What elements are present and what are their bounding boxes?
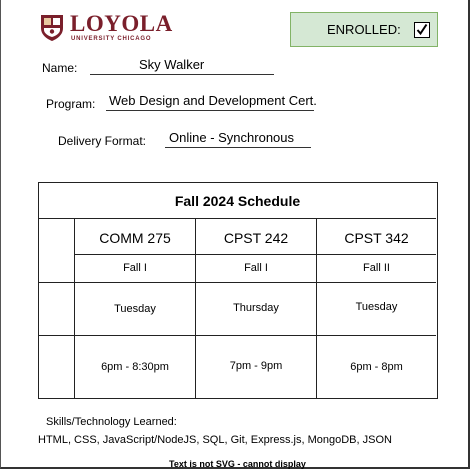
schedule-table xyxy=(38,182,438,399)
logo-wordmark: LOYOLA xyxy=(70,11,173,36)
course-code: CPST 242 xyxy=(223,230,289,246)
logo-subtitle: UNIVERSITY CHICAGO xyxy=(71,36,152,42)
course-day: Tuesday xyxy=(114,303,156,315)
program-value[interactable]: Web Design and Development Cert. xyxy=(109,93,317,108)
name-label: Name: xyxy=(42,61,78,75)
course-time: 6pm - 8pm xyxy=(350,361,403,373)
loyola-logo xyxy=(40,11,200,44)
name-value[interactable]: Sky Walker xyxy=(139,57,205,72)
course-day: Thursday xyxy=(233,302,279,314)
program-underline xyxy=(106,110,314,111)
delivery-value[interactable]: Online - Synchronous xyxy=(169,130,295,145)
course-code: COMM 275 xyxy=(99,230,171,246)
enrolled-box xyxy=(290,12,438,47)
course-term: Fall I xyxy=(123,262,147,274)
skills-label: Skills/Technology Learned: xyxy=(46,416,177,428)
enrolled-label: ENROLLED: xyxy=(327,22,401,37)
delivery-underline xyxy=(165,147,311,148)
program-label: Program: xyxy=(46,97,96,111)
course-term: Fall I xyxy=(244,262,268,274)
course-term: Fall II xyxy=(363,262,390,274)
divider xyxy=(74,254,436,255)
course-code: CPST 342 xyxy=(344,230,409,246)
divider xyxy=(39,335,436,336)
checkmark-icon xyxy=(416,23,428,36)
course-day: Tuesday xyxy=(355,301,398,313)
course-time: 6pm - 8:30pm xyxy=(101,361,169,373)
name-underline xyxy=(90,74,274,75)
delivery-label: Delivery Format: xyxy=(58,134,147,148)
shield-icon xyxy=(40,14,64,42)
divider xyxy=(39,218,436,219)
course-time: 7pm - 9pm xyxy=(229,360,283,372)
enrolled-checkbox[interactable] xyxy=(414,22,430,38)
schedule-title: Fall 2024 Schedule xyxy=(174,193,301,209)
skills-list: HTML, CSS, JavaScript/NodeJS, SQL, Git, Express.js, MongoDB, JSON xyxy=(38,434,392,446)
footer-note: Text is not SVG - cannot display xyxy=(169,459,306,469)
divider xyxy=(39,282,436,283)
